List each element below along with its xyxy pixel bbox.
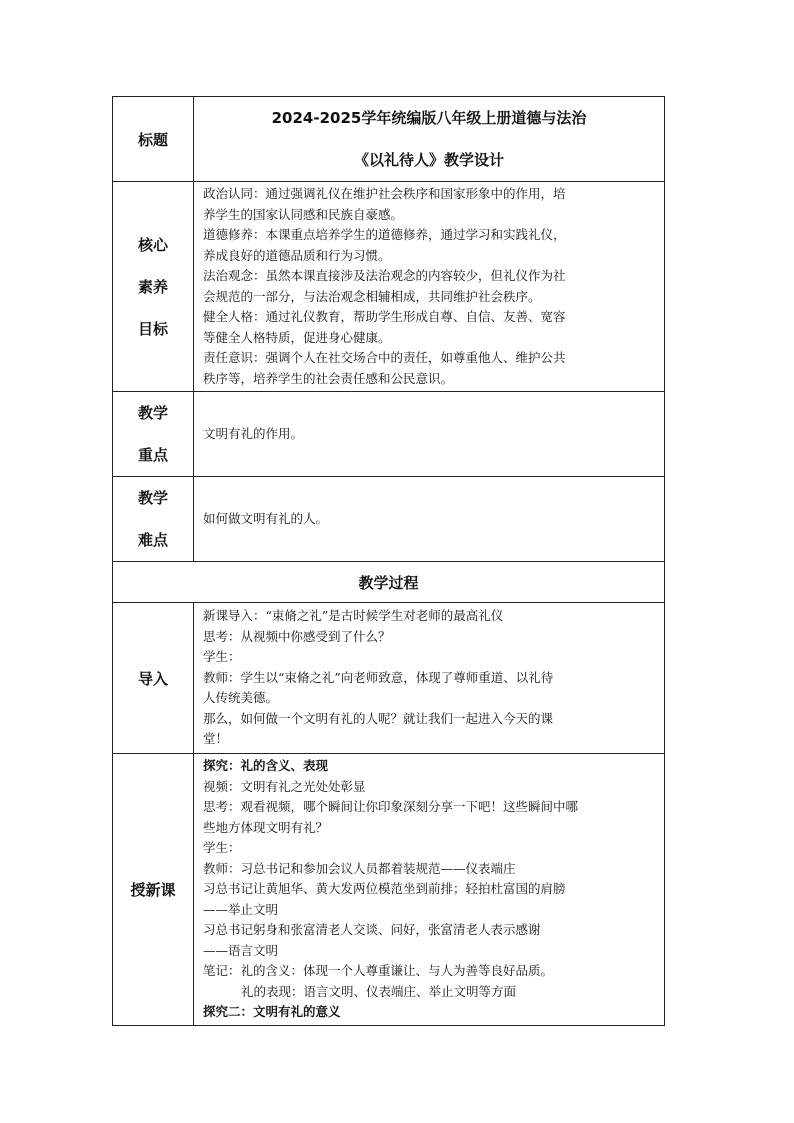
new-lesson-note-2: 礼的表现：语言文明、仪表端庄、举止文明等方面 (241, 983, 517, 999)
new-lesson-line: 教师：习总书记和参加会议人员都着装规范——仪表端庄 (203, 860, 516, 876)
new-lesson-label-cell (113, 754, 194, 1026)
intro-line: 新课导入：“束脩之礼”是古时候学生对老师的最高礼仪 (203, 608, 504, 624)
doc-title-line1: 2024-2025学年统编版八年级上册道德与法治 (271, 109, 587, 127)
core-literacy-row (113, 182, 665, 392)
core-label-2: 素养 (137, 277, 168, 296)
key-point-content (194, 392, 665, 477)
new-lesson-line: 习总书记让黄旭华、黄大发两位模范坐到前排；轻拍杜富国的肩膀 (203, 881, 566, 896)
title-label-cell (113, 97, 194, 182)
title-cell (194, 97, 665, 182)
intro-line: 学生： (203, 649, 241, 665)
new-lesson-line: 学生： (203, 840, 241, 855)
core-line: 养成良好的道德品质和行为习惯。 (203, 247, 391, 263)
intro-content (194, 603, 665, 754)
new-lesson-line: 思考：观看视频，哪个瞬间让你印象深刻分享一下吧！这些瞬间中哪 (203, 799, 579, 814)
core-line: 责任意识：强调个人在社交场合中的责任，如尊重他人、维护公共 (203, 350, 566, 365)
title-label: 标题 (137, 130, 168, 149)
core-line: 法治观念：虽然本课直接涉及法治观念的内容较少，但礼仪作为社 (203, 268, 566, 283)
new-lesson-row (113, 754, 665, 1026)
key-point-row (113, 392, 665, 477)
intro-line: 人传统美德。 (203, 690, 279, 706)
key-point-label-1: 教学 (137, 404, 168, 422)
new-lesson-label: 授新课 (130, 880, 176, 899)
difficulty-label-1: 教学 (137, 489, 168, 507)
core-line: 道德修养：本课重点培养学生的道德修养，通过学习和实践礼仪， (203, 227, 566, 242)
core-literacy-content (194, 182, 665, 392)
key-point-label-cell (113, 392, 194, 477)
new-lesson-line: 视频：文明有礼之光处处彰显 (203, 778, 366, 794)
new-lesson-line: ——举止文明 (203, 901, 279, 917)
key-point-text: 文明有礼的作用。 (203, 425, 304, 441)
intro-line: 思考：从视频中你感受到了什么？ (203, 628, 391, 644)
key-point-label-2: 重点 (137, 446, 168, 464)
intro-line: 那么，如何做一个文明有礼的人呢？就让我们一起进入今天的课 (203, 710, 554, 726)
core-line: 等健全人格特质，促进身心健康。 (203, 329, 391, 345)
difficulty-label-2: 难点 (137, 531, 168, 549)
process-heading-row (113, 562, 665, 603)
new-lesson-line: 些地方体现文明有礼？ (203, 819, 329, 835)
new-lesson-heading-2: 探究二：文明有礼的意义 (203, 1004, 341, 1019)
intro-line: 堂！ (203, 731, 229, 747)
lesson-plan-table (112, 96, 665, 1026)
intro-label-cell (113, 603, 194, 754)
intro-line: 教师：学生以“束脩之礼”向老师致意，体现了尊师重道、以礼待 (203, 669, 554, 685)
core-line: 会规范的一部分，与法治观念相辅相成，共同维护社会秩序。 (203, 288, 541, 304)
core-line: 政治认同：通过强调礼仪在维护社会秩序和国家形象中的作用，培 (203, 186, 566, 201)
doc-title-line2: 《以礼待人》教学设计 (353, 151, 504, 169)
intro-label: 导入 (137, 669, 168, 688)
core-label-1: 核心 (137, 235, 168, 254)
core-line: 养学生的国家认同感和民族自豪感。 (203, 206, 404, 222)
core-line: 秩序等，培养学生的社会责任感和公民意识。 (203, 370, 454, 386)
intro-row (113, 603, 665, 754)
process-heading: 教学过程 (358, 573, 419, 592)
new-lesson-line: 笔记：礼的含义：体现一个人尊重谦让、与人为善等良好品质。 (203, 963, 554, 978)
title-row (113, 97, 665, 182)
core-line: 健全人格：通过礼仪教育，帮助学生形成自尊、自信、友善、宽容 (203, 309, 566, 324)
core-literacy-label-cell (113, 182, 194, 392)
new-lesson-line: 习总书记躬身和张富清老人交谈、问好，张富清老人表示感谢 (203, 922, 541, 937)
new-lesson-heading-1: 探究：礼的含义、表现 (203, 758, 329, 773)
new-lesson-line: ——语言文明 (203, 942, 279, 958)
new-lesson-content (194, 754, 665, 1026)
difficulty-label-cell (113, 477, 194, 562)
difficulty-content (194, 477, 665, 562)
difficulty-text: 如何做文明有礼的人。 (203, 510, 329, 526)
core-label-3: 目标 (137, 319, 168, 338)
process-heading-cell (113, 562, 665, 603)
difficulty-row (113, 477, 665, 562)
